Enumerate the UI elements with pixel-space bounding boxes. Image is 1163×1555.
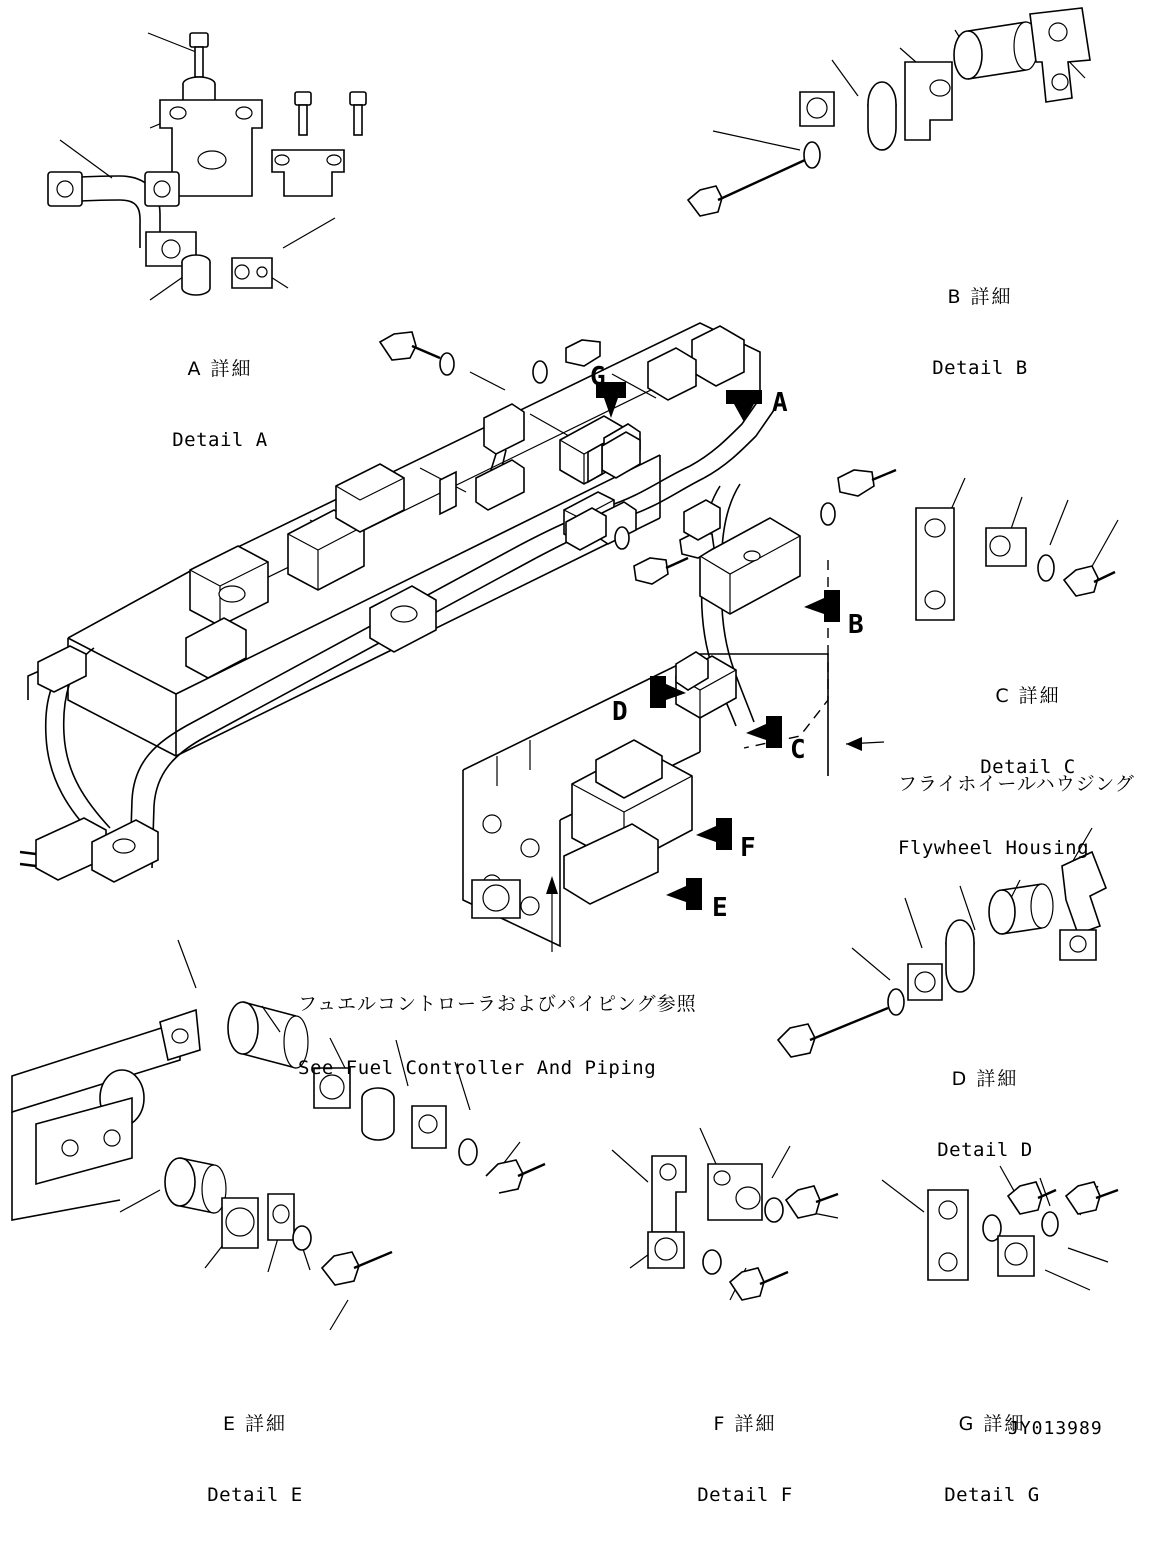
callout-c: C (790, 735, 806, 765)
callout-f: F (740, 833, 756, 863)
detail-label-d-en: Detail D (937, 1138, 1033, 1161)
detail-b-group (688, 8, 1090, 216)
detail-label-e-jp: E 詳細 (222, 1412, 288, 1435)
detail-label-c-jp: C 詳細 (995, 684, 1061, 707)
detail-label-a-jp: A 詳細 (187, 357, 253, 380)
detail-label-g-jp: G 詳細 (958, 1412, 1026, 1435)
detail-label-e (175, 1365, 335, 1555)
detail-label-d-jp: D 詳細 (951, 1067, 1019, 1090)
drawing-number: JY013989 (1008, 1418, 1103, 1439)
flywheel-housing-label-jp: フライホイールハウジング (898, 773, 1135, 795)
callout-a: A (772, 388, 788, 418)
flywheel-housing-label-en: Flywheel Housing (898, 836, 1090, 859)
callout-b: B (848, 610, 864, 640)
see-fuel-controller-label-en: See Fuel Controller And Piping (298, 1056, 657, 1079)
detail-c-group (916, 478, 1118, 620)
see-fuel-controller-label-jp: フュエルコントローラおよびパイピング参照 (298, 993, 697, 1015)
detail-label-a (140, 310, 300, 500)
detail-f-group (612, 1128, 838, 1300)
detail-label-b-jp: B 詳細 (947, 285, 1013, 308)
detail-label-g-en: Detail G (944, 1483, 1040, 1506)
callout-d: D (612, 697, 628, 727)
detail-label-f (665, 1365, 825, 1555)
detail-label-a-en: Detail A (172, 428, 268, 451)
detail-label-f-en: Detail F (697, 1483, 793, 1506)
callout-g: G (590, 362, 606, 392)
detail-label-b-en: Detail B (932, 356, 1028, 379)
detail-label-e-en: Detail E (207, 1483, 303, 1506)
see-fuel-controller-label (298, 953, 697, 1121)
detail-label-c-en: Detail C (980, 755, 1076, 778)
callout-e: E (712, 893, 728, 923)
detail-label-g (912, 1365, 1072, 1555)
flywheel-housing-label (898, 733, 1135, 901)
detail-label-b (900, 238, 1060, 428)
detail-label-d (905, 1020, 1065, 1210)
detail-label-f-jp: F 詳細 (713, 1412, 777, 1435)
detail-a-group (48, 33, 366, 300)
